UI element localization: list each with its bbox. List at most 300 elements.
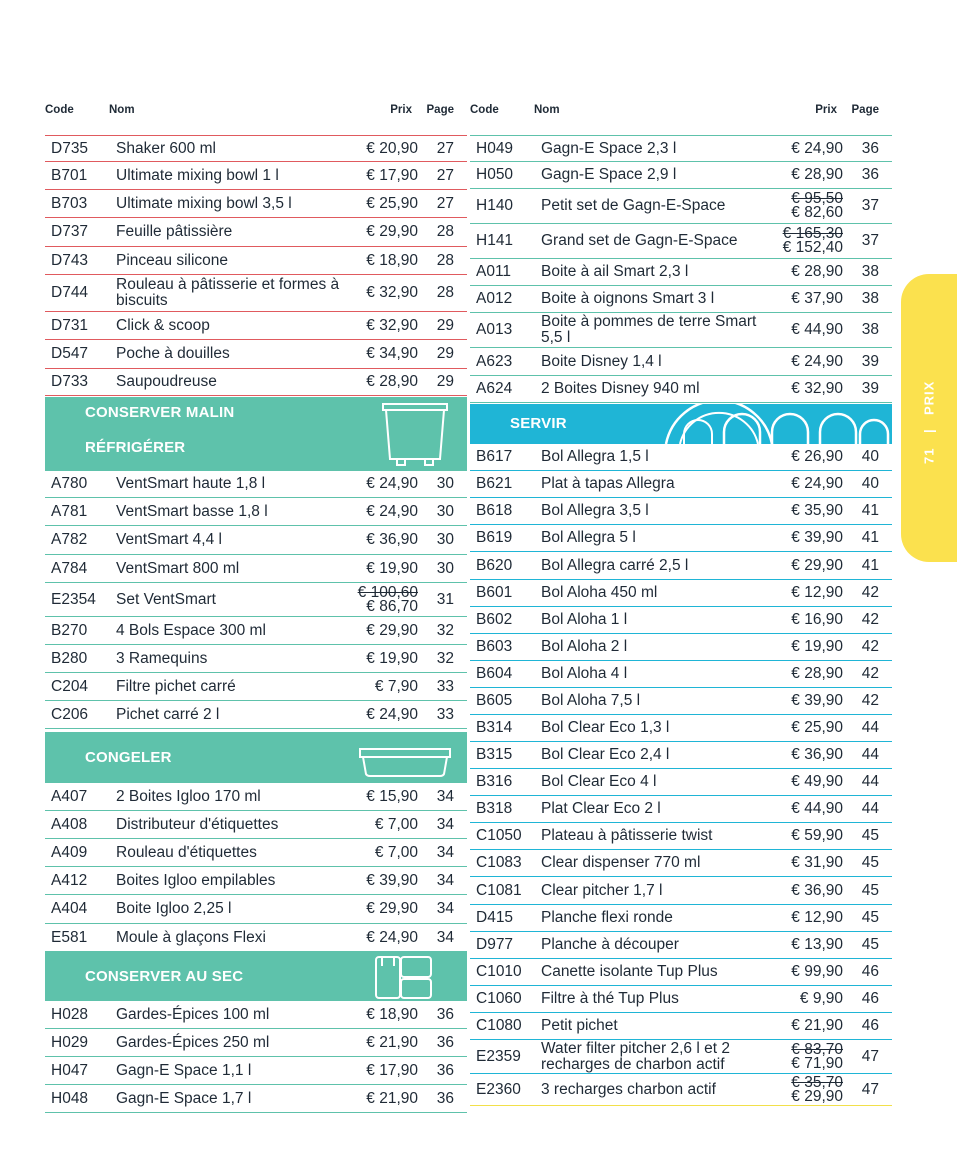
page-ref: 34 (436, 928, 454, 946)
product-name: Feuille pâtissière (116, 223, 233, 240)
page-ref: 30 (436, 502, 454, 520)
page-ref: 45 (861, 854, 879, 871)
page-ref: 39 (861, 352, 879, 370)
product-code: A404 (51, 900, 88, 917)
product-price (791, 498, 843, 524)
current-price: € 20,90 (366, 139, 418, 157)
product-name: Petit set de Gagn-E-Space (541, 197, 726, 214)
product-code: C206 (51, 705, 89, 723)
current-price: € 19,90 (366, 559, 418, 577)
header-code: Code (45, 104, 74, 116)
product-price (791, 1040, 843, 1073)
table-row (470, 607, 892, 634)
product-name: Boite à oignons Smart 3 l (541, 290, 715, 307)
stacked-containers-icon (373, 954, 437, 1000)
page-ref: 44 (861, 800, 879, 817)
page-ref: 34 (436, 871, 454, 889)
product-code: B604 (476, 665, 513, 682)
product-price (358, 583, 418, 616)
table-row (45, 645, 467, 673)
product-price (366, 645, 418, 672)
current-price: € 71,90 (791, 1054, 843, 1072)
flat-box-icon (357, 745, 453, 779)
header-price: Prix (815, 104, 837, 116)
product-price (366, 247, 418, 274)
page-ref: 42 (861, 692, 879, 709)
product-price (375, 811, 418, 838)
product-code: B619 (476, 529, 513, 546)
table-row (470, 162, 892, 189)
product-price (791, 136, 843, 161)
product-name: Saupoudreuse (116, 373, 217, 390)
product-price (791, 688, 843, 714)
table-row (470, 877, 892, 905)
product-price (791, 189, 843, 223)
product-price (366, 1085, 418, 1112)
current-price: € 19,90 (791, 638, 843, 655)
page-ref: 42 (861, 611, 879, 628)
product-code: H141 (476, 232, 514, 249)
page-ref: 29 (436, 373, 454, 390)
product-name: Plat Clear Eco 2 l (541, 800, 661, 817)
product-price (791, 259, 843, 285)
product-price (366, 617, 418, 644)
page-ref: 42 (861, 638, 879, 655)
product-price (791, 905, 843, 931)
product-code: H029 (51, 1033, 89, 1051)
table-row (470, 224, 892, 259)
table-row (470, 525, 892, 552)
product-code: H049 (476, 139, 514, 157)
product-name: Bol Aloha 7,5 l (541, 692, 641, 709)
product-code: B315 (476, 746, 513, 763)
product-code: H028 (51, 1005, 89, 1023)
current-price: € 39,90 (791, 692, 843, 709)
section-conserver-malin (45, 397, 467, 471)
section-title: CONGELER (85, 749, 172, 766)
section-congeler (45, 732, 467, 783)
product-name: Bol Clear Eco 2,4 l (541, 746, 670, 763)
product-price (366, 218, 418, 246)
table-row (470, 348, 892, 376)
product-code: C1081 (476, 881, 522, 899)
product-price (791, 376, 843, 402)
current-price: € 32,90 (366, 316, 418, 334)
table-row (470, 850, 892, 877)
current-price: € 28,90 (366, 373, 418, 390)
product-name: Gagn-E Space 2,9 l (541, 166, 677, 183)
table-row (45, 1085, 467, 1113)
product-price (791, 769, 843, 795)
page-ref: 38 (861, 321, 879, 338)
product-price (366, 190, 418, 217)
page-ref: 41 (861, 556, 879, 574)
current-price: € 35,90 (791, 502, 843, 519)
product-price (366, 526, 418, 554)
current-price: € 28,90 (791, 263, 843, 280)
product-price (791, 607, 843, 633)
product-name: Distributeur d'étiquettes (116, 815, 279, 833)
product-name: Gagn-E Space 1,7 l (116, 1089, 252, 1107)
current-price: € 24,90 (366, 705, 418, 723)
table-row (45, 340, 467, 369)
page-ref: 41 (861, 529, 879, 546)
product-price (791, 850, 843, 876)
section-title: CONSERVER AU SEC (85, 968, 244, 985)
current-price: € 21,90 (366, 1089, 418, 1107)
product-code: B316 (476, 773, 513, 790)
product-code: D737 (51, 223, 89, 240)
header-price: Prix (390, 104, 412, 116)
page-ref: 29 (436, 345, 454, 362)
product-name: Gardes-Épices 250 ml (116, 1033, 270, 1051)
current-price: € 152,40 (782, 239, 843, 256)
product-price (800, 986, 843, 1012)
table-row (45, 471, 467, 498)
table-row (470, 959, 892, 986)
product-name: Planche à découper (541, 936, 679, 953)
page-ref: 47 (861, 1047, 879, 1065)
table-row (45, 867, 467, 895)
section-conserver-au-sec (45, 952, 467, 1001)
current-price: € 18,90 (366, 1005, 418, 1023)
product-price (375, 839, 418, 866)
product-price (366, 924, 418, 951)
product-code: H050 (476, 166, 514, 183)
current-price: € 24,90 (791, 352, 843, 370)
table-row (470, 286, 892, 313)
product-name: VentSmart basse 1,8 l (116, 502, 268, 520)
page-ref: 34 (436, 900, 454, 917)
product-name: Clear dispenser 770 ml (541, 854, 701, 871)
current-price: € 9,90 (799, 990, 843, 1007)
current-price: € 24,90 (366, 928, 418, 946)
product-code: A624 (476, 380, 513, 397)
product-name: Plateau à pâtisserie twist (541, 827, 713, 844)
current-price: € 21,90 (366, 1033, 418, 1051)
page-ref: 34 (436, 787, 454, 805)
table-row (470, 932, 892, 959)
page-ref: 36 (436, 1005, 454, 1023)
product-price (366, 498, 418, 525)
product-code: D733 (51, 373, 89, 390)
product-code: B603 (476, 638, 513, 655)
product-code: A623 (476, 352, 513, 370)
table-row (45, 811, 467, 839)
current-price: € 16,90 (791, 611, 843, 628)
product-code: C204 (51, 677, 89, 695)
product-name: Boite à ail Smart 2,3 l (541, 263, 689, 280)
product-name: VentSmart 4,4 l (116, 531, 222, 548)
product-code: B618 (476, 502, 513, 519)
product-name: Clear pitcher 1,7 l (541, 881, 663, 899)
table-row (45, 783, 467, 811)
current-price: € 21,90 (791, 1017, 843, 1034)
product-price (791, 552, 843, 579)
product-price (791, 471, 843, 497)
product-price (791, 313, 843, 347)
page-ref: 28 (436, 223, 454, 240)
current-price: € 44,90 (791, 321, 843, 338)
table-row (45, 275, 467, 312)
product-code: C1060 (476, 990, 522, 1007)
current-price: € 31,90 (791, 854, 843, 871)
table-row (470, 313, 892, 348)
product-price (791, 877, 843, 904)
page-ref: 33 (436, 705, 454, 723)
page-ref: 36 (436, 1061, 454, 1079)
current-price: € 59,90 (791, 827, 843, 844)
tab-section: PRIX (921, 380, 937, 415)
page-ref: 46 (861, 990, 879, 1007)
product-code: E2354 (51, 590, 96, 608)
page-ref: 38 (861, 290, 879, 307)
page-tab-label (921, 352, 937, 492)
table-row (470, 498, 892, 525)
page-ref: 36 (436, 1033, 454, 1051)
table-row (45, 924, 467, 952)
table-row (45, 583, 467, 617)
product-name: Filtre pichet carré (116, 677, 236, 695)
product-name: Pinceau silicone (116, 251, 229, 269)
left-price-column (45, 0, 467, 1152)
product-code: E2359 (476, 1047, 521, 1065)
current-price: € 29,90 (366, 621, 418, 639)
page-ref: 45 (861, 936, 879, 953)
page-ref: 38 (861, 263, 879, 280)
product-code: B605 (476, 692, 513, 709)
header-name: Nom (534, 104, 560, 116)
page-ref: 27 (436, 194, 454, 212)
table-row (470, 688, 892, 715)
current-price: € 24,90 (366, 475, 418, 492)
product-price (791, 823, 843, 849)
product-price (366, 783, 418, 810)
product-name: Poche à douilles (116, 345, 230, 362)
product-name: Bol Clear Eco 4 l (541, 773, 657, 790)
product-price (791, 525, 843, 551)
section-servir (470, 404, 892, 444)
product-name: Gardes-Épices 100 ml (116, 1005, 270, 1023)
product-name: Ultimate mixing bowl 1 l (116, 166, 279, 184)
table-row (470, 376, 892, 403)
current-price: € 17,90 (366, 166, 418, 184)
product-name: Bol Allegra carré 2,5 l (541, 556, 689, 574)
table-row (45, 1001, 467, 1029)
table-row (470, 986, 892, 1013)
product-price (366, 1029, 418, 1056)
product-code: B318 (476, 800, 513, 817)
product-code: B703 (51, 194, 88, 212)
section-title: CONSERVER MALIN (85, 404, 235, 421)
product-name: Boite Disney 1,4 l (541, 352, 662, 370)
product-price (366, 340, 418, 368)
table-row (45, 895, 467, 924)
page-number: 71 (921, 447, 937, 464)
current-price: € 32,90 (366, 284, 418, 301)
current-price: € 86,70 (366, 597, 418, 615)
old-price: € 83,70 (791, 1040, 843, 1058)
current-price: € 15,90 (366, 787, 418, 805)
product-name: Ultimate mixing bowl 3,5 l (116, 194, 292, 212)
current-price: € 28,90 (791, 665, 843, 682)
product-price (791, 1013, 843, 1039)
product-name: Gagn-E Space 1,1 l (116, 1061, 252, 1079)
product-code: B621 (476, 475, 513, 492)
current-price: € 28,90 (791, 166, 843, 183)
product-code: D743 (51, 251, 89, 269)
current-price: € 99,90 (791, 963, 843, 980)
product-name: Gagn-E Space 2,3 l (541, 139, 677, 157)
product-price (791, 932, 843, 958)
product-code: D415 (476, 909, 514, 926)
product-name: VentSmart 800 ml (116, 559, 240, 577)
page-ref: 40 (861, 448, 879, 465)
header-page: Page (426, 104, 454, 116)
product-price (791, 580, 843, 606)
product-name: 3 recharges charbon actif (541, 1080, 716, 1098)
product-code: C1083 (476, 854, 522, 871)
product-price (791, 796, 843, 822)
product-price (366, 1001, 418, 1028)
product-name: 3 Ramequins (116, 649, 208, 667)
product-price (791, 286, 843, 312)
current-price: € 25,90 (366, 194, 418, 212)
table-row (45, 247, 467, 275)
product-price (791, 444, 843, 470)
product-code: A412 (51, 871, 88, 889)
page-ref: 27 (436, 139, 454, 157)
product-name: Boite Igloo 2,25 l (116, 900, 232, 917)
product-code: B601 (476, 584, 513, 601)
product-price (791, 959, 843, 985)
current-price: € 32,90 (791, 380, 843, 397)
table-row (470, 905, 892, 932)
page-ref: 28 (436, 251, 454, 269)
page-ref: 28 (436, 284, 454, 301)
current-price: € 34,90 (366, 345, 418, 362)
current-price: € 29,90 (366, 900, 418, 917)
product-price (366, 895, 418, 923)
product-price (366, 312, 418, 339)
product-price (366, 471, 418, 497)
page-ref: 36 (861, 166, 879, 183)
product-name: Planche flexi ronde (541, 909, 673, 926)
page-ref: 46 (861, 963, 879, 980)
page-ref: 44 (861, 719, 879, 736)
page-ref: 41 (861, 502, 879, 519)
current-price: € 36,90 (366, 531, 418, 548)
table-row (45, 555, 467, 583)
page-ref: 36 (861, 139, 879, 157)
page-ref: 42 (861, 665, 879, 682)
product-code: B701 (51, 166, 88, 184)
product-name: Grand set de Gagn-E-Space (541, 232, 738, 249)
container-icon (379, 401, 451, 469)
header-name: Nom (109, 104, 135, 116)
page-ref: 45 (861, 827, 879, 844)
product-code: A784 (51, 559, 88, 577)
product-code: A781 (51, 502, 88, 520)
product-code: B270 (51, 621, 88, 639)
page-ref: 44 (861, 746, 879, 763)
section-title: SERVIR (510, 415, 567, 432)
page-ref: 45 (861, 909, 879, 926)
product-name: Boite à pommes de terre Smart 5,5 l (541, 313, 757, 346)
product-price (791, 348, 843, 375)
product-price (366, 867, 418, 894)
current-price: € 37,90 (791, 290, 843, 307)
product-name: Bol Allegra 3,5 l (541, 502, 649, 519)
product-code: A011 (476, 263, 512, 280)
product-code: A409 (51, 843, 88, 861)
table-row (45, 673, 467, 701)
product-price (366, 136, 418, 161)
product-code: A782 (51, 531, 88, 548)
product-name: 4 Bols Espace 300 ml (116, 621, 266, 639)
current-price: € 12,90 (791, 584, 843, 601)
table-row (45, 312, 467, 340)
product-name: Canette isolante Tup Plus (541, 963, 718, 980)
product-code: B620 (476, 556, 513, 574)
product-code: B602 (476, 611, 513, 628)
current-price: € 49,90 (791, 773, 843, 790)
current-price: € 25,90 (791, 719, 843, 736)
product-name: Moule à glaçons Flexi (116, 928, 266, 946)
product-name: VentSmart haute 1,8 l (116, 475, 266, 492)
table-row (45, 369, 467, 396)
current-price: € 39,90 (791, 529, 843, 546)
current-price: € 44,90 (791, 800, 843, 817)
header-page: Page (851, 104, 879, 116)
product-name: Bol Aloha 4 l (541, 665, 628, 682)
product-name: Set VentSmart (116, 590, 216, 608)
product-code: B617 (476, 448, 513, 465)
product-name: 2 Boites Disney 940 ml (541, 380, 700, 397)
table-row (470, 796, 892, 823)
product-name: Bol Aloha 2 l (541, 638, 628, 655)
current-price: € 24,90 (366, 502, 418, 520)
product-code: C1080 (476, 1017, 522, 1034)
product-name: Rouleau à pâtisserie et formes à biscuits (116, 276, 340, 309)
table-row (470, 823, 892, 850)
page-ref: 42 (861, 584, 879, 601)
product-name: Pichet carré 2 l (116, 705, 220, 723)
table-row (470, 552, 892, 580)
product-code: E2360 (476, 1080, 521, 1098)
product-code: A013 (476, 321, 513, 338)
table-row (45, 526, 467, 555)
current-price: € 29,90 (366, 223, 418, 240)
product-code: C1050 (476, 827, 522, 844)
page-ref: 30 (436, 475, 454, 492)
table-row (45, 498, 467, 526)
page-ref: 29 (436, 316, 454, 334)
table-row (45, 162, 467, 190)
current-price: € 26,90 (791, 448, 843, 465)
page-ref: 46 (861, 1017, 879, 1034)
page-ref: 34 (436, 843, 454, 861)
product-name: Shaker 600 ml (116, 139, 216, 157)
product-code: B314 (476, 719, 513, 736)
product-name: Bol Aloha 450 ml (541, 584, 658, 601)
table-row (470, 135, 892, 162)
old-price: € 165,30 (782, 225, 843, 242)
page-ref: 34 (436, 815, 454, 833)
table-row (470, 259, 892, 286)
bowls-icon (660, 404, 892, 444)
table-row (45, 701, 467, 729)
